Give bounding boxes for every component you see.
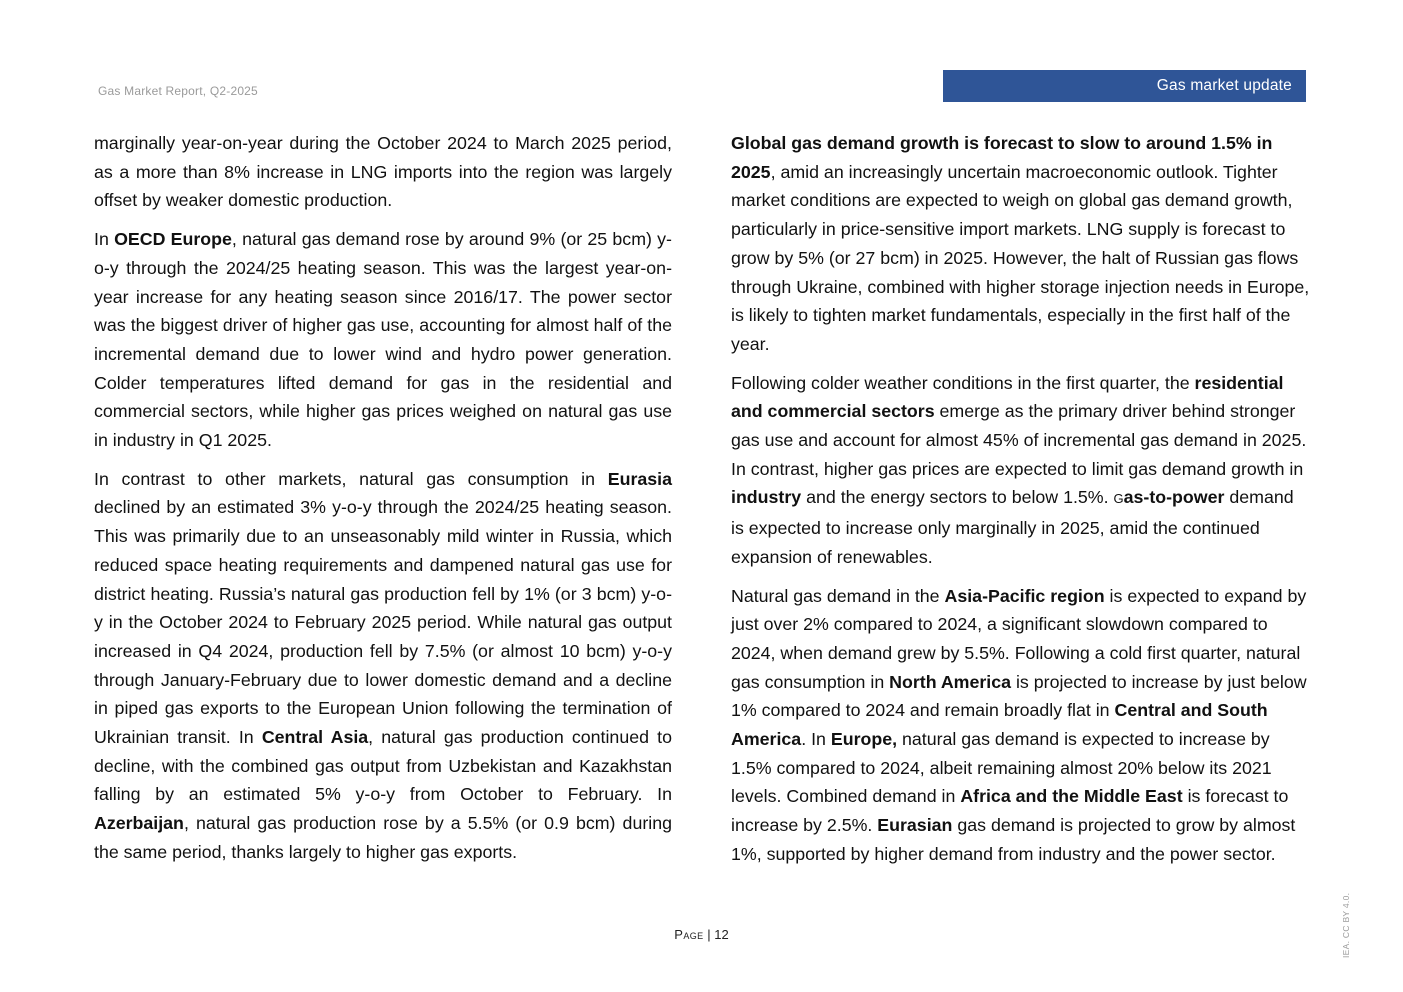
paragraph: In OECD Europe, natural gas demand rose by around 9% (or 25 bcm) y-o-y through the 2024/25 heating season. This was the largest year-on-year increase for any heating season since 2016/17. The power sector was the biggest driver of higher gas use, accounting for almost half of the incremental demand due to lower wind and hydro power generation. Colder temperatures lifted demand for gas in the residential and commercial sectors, while higher gas prices weighed on natural gas use in industry in Q1 2025. — [94, 229, 672, 451]
emphasis: industry — [731, 487, 802, 508]
emphasis: Eurasia — [607, 468, 672, 489]
emphasis: North America — [889, 671, 1012, 692]
emphasis: Eurasian — [877, 815, 953, 836]
report-title: Gas Market Report, Q2-2025 — [98, 84, 258, 98]
paragraph: In contrast to other markets, natural gas consumption in Eurasia declined by an estimated 3% y-o-y through the 2024/25 heating season. This was primarily due to an unseasonably mild winter in Russia, which reduced space heating requirements and dampened natural gas use for district heating. Russia’s natural gas production fell by 1% (or 3 bcm) y-o-y in the October 2024 to February 2025 period. While natural gas output increased in Q4 2024, production fell by 7.5% (or almost 10 bcm) y-o-y through January-February due to lower domestic demand and a decline in piped gas exports to the European Union following the termination of Ukrainian transit. In Central Asia, natural gas production continued to decline, with the combined gas output from Uzbekistan and Kazakhstan falling by an estimated 5% y-o-y from October to February. In Azerbaijan, natural gas production rose by a 5.5% (or 0.9 bcm) during the same period, thanks largely to higher gas exports. — [94, 468, 672, 862]
emphasis: residential and commercial sectors — [731, 372, 1284, 422]
emphasis: as-to-power — [1123, 487, 1225, 508]
page-label: Page — [674, 927, 704, 942]
page-separator: | — [707, 927, 711, 942]
paragraph: Natural gas demand in the Asia-Pacific region is expected to expand by just over 2% compared to 2024, a significant slowdown compared to 2024, when demand grew by 5.5%. Following a cold first quarter, natural gas consumption in North America is projected to increase by just below 1% compared to 2024 and remain broadly flat in Central and South America. In Europe, natural gas demand is expected to increase by 1.5% compared to 2024, albeit remaining almost 20% below its 2021 levels. Combined demand in Africa and the Middle East is forecast to increase by 2.5%. Eurasian gas demand is projected to grow by almost 1%, supported by higher demand from industry and the power sector. — [731, 585, 1307, 864]
emphasis: OECD Europe — [114, 229, 232, 250]
section-banner — [943, 70, 1306, 102]
right-column — [731, 129, 1311, 879]
license-note: IEA. CC BY 4.0. — [1341, 892, 1351, 958]
page-footer — [0, 927, 1403, 942]
paragraph: Global gas demand growth is forecast to slow to around 1.5% in 2025, amid an increasingly uncertain macroeconomic outlook. Tighter market conditions are expected to weigh on global gas demand growth, particularly in price-sensitive import markets. LNG supply is forecast to grow by 5% (or 27 bcm) in 2025. However, the halt of Russian gas flows through Ukraine, combined with higher storage injection needs in Europe, is likely to tighten market fundamentals, especially in the first half of the year. — [731, 133, 1310, 354]
emphasis: Central Asia — [261, 727, 369, 748]
paragraph: Following colder weather conditions in the first quarter, the residential and commercial sectors emerge as the primary driver behind stronger gas use and account for almost 45% of incremental gas demand in 2025. In contrast, higher gas prices are expected to limit gas demand growth in industry and the energy sectors to below 1.5%. Gas-to-power demand is expected to increase only marginally in 2025, amid the continued expansion of renewables. — [731, 372, 1307, 567]
emphasis: Central and South America — [731, 700, 1268, 750]
section-title: Gas market update — [1156, 77, 1292, 94]
emphasis: Asia-Pacific region — [944, 585, 1105, 606]
emphasis: Europe, — [830, 729, 898, 750]
emphasis: Africa and the Middle East — [960, 786, 1183, 807]
paragraph: marginally year-on-year during the October 2024 to March 2025 period, as a more than 8% increase in LNG imports into the region was largely offset by weaker domestic production. — [94, 133, 672, 211]
emphasis: Global gas demand growth is forecast to slow to around 1.5% in 2025 — [731, 133, 1273, 182]
page-number: 12 — [714, 927, 729, 942]
emphasis: Azerbaijan — [94, 813, 184, 834]
left-column — [94, 129, 672, 877]
